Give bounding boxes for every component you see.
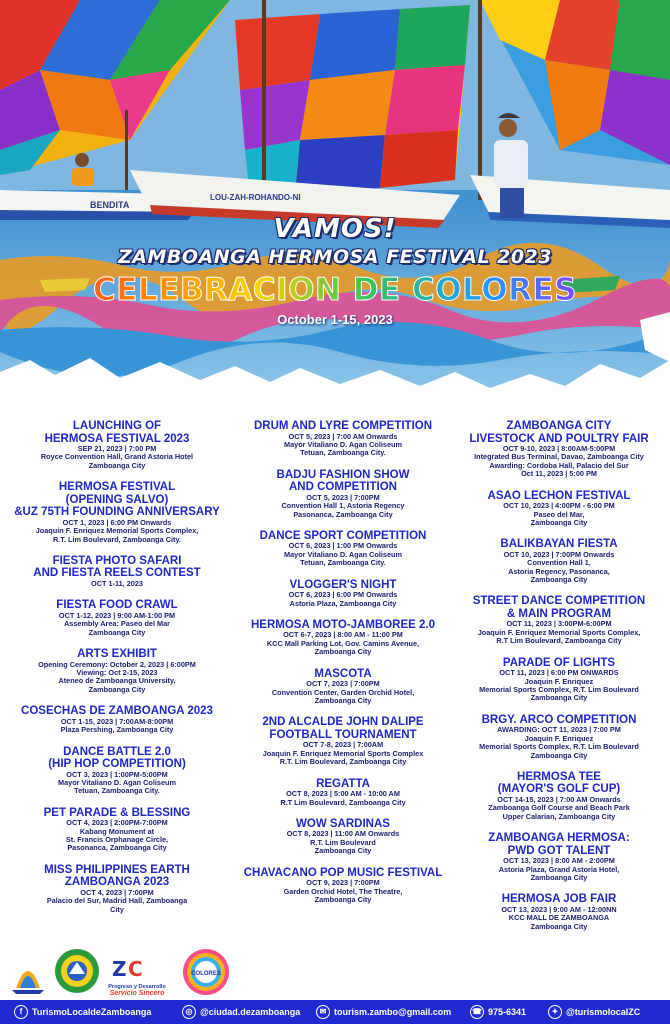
footer-twitter[interactable] [548, 1004, 640, 1020]
event-item [452, 595, 666, 645]
city-seal-logo [54, 948, 100, 994]
event-title: WOW SARDINAS [296, 817, 390, 830]
event-item [236, 469, 450, 519]
hermosa-badge-text: COLORES [191, 971, 221, 977]
event-item [236, 619, 450, 657]
event-item [452, 420, 666, 479]
event-detail: OCT 13, 2023 | 8:00 AM - 2:00PM Astoria Plaza, Grand Astoria Hotel, Zamboanga City [498, 856, 620, 882]
svg-text:Z: Z [112, 957, 127, 981]
event-title: PET PARADE & BLESSING [43, 806, 191, 819]
event-detail: OCT 4, 2023 | 2:00PM-7:00PM Kabang Monument at St. Francis Orphanage Circle, Pasonanca, Zamboanga City [65, 818, 169, 853]
event-detail: OCT 8, 2023 | 5:00 AM - 10:00 AM R.T Lim Boulevard, Zamboanga City [280, 789, 406, 807]
event-item [10, 555, 224, 588]
event-detail: OCT 7, 2023 | 7:00PM Convention Center, Garden Orchid Hotel, Zamboanga City [271, 679, 415, 705]
event-detail: OCT 6, 2023 | 6:00 PM Onwards Astoria Plaza, Zamboanga City [288, 590, 398, 608]
event-item [452, 893, 666, 931]
email-icon: ✉ [316, 1005, 330, 1019]
event-detail: OCT 1-15, 2023 | 7:00AM-8:00PM Plaza Pershing, Zamboanga City [60, 716, 174, 735]
event-detail: OCT 10, 2023 | 7:00PM Onwards Convention Hall 1, Astoria Regency, Pasonanca, Zamboanga City [503, 549, 615, 585]
event-item [452, 657, 666, 703]
event-title: BALIKBAYAN FIESTA [500, 538, 618, 551]
event-item [10, 420, 224, 470]
event-detail: OCT 5, 2023 | 7:00 AM Onwards Mayor Vitaliano D. Agan Coliseum Tetuan, Zamboanga City. [284, 431, 402, 458]
event-item [10, 864, 224, 914]
event-detail: OCT 1-11, 2023 [91, 578, 143, 588]
event-detail: OCT 13, 2023 | 9:00 AM - 12:00NN KCC MALL DE ZAMBOANGA Zamboanga City [501, 904, 617, 931]
hero-photo [0, 0, 670, 400]
contact-footer [0, 1000, 670, 1024]
event-title: HERMOSA JOB FAIR [501, 893, 617, 906]
event-detail: OCT 9, 2023 | 7:00PM Garden Orchid Hotel, The Theatre, Zamboanga City [283, 878, 403, 904]
tourism-logo [10, 948, 46, 996]
phone-icon: ☎ [470, 1005, 484, 1019]
phone-number[interactable]: 975-6341 [488, 1007, 527, 1017]
event-item [10, 746, 224, 796]
event-detail: OCT 5, 2023 | 7:00PM Convention Hall 1, Astoria Regency Pasonanca, Zamboanga City [281, 492, 405, 519]
event-detail: OCT 1, 2023 | 6:00 PM Onwards Joaquin F. Enriquez Memorial Sports Complex, R.T. Lim Boulevard, Zamboanga City. [35, 517, 199, 544]
email-address[interactable]: tourism.zambo@gmail.com [334, 1007, 452, 1017]
event-title: 2ND ALCALDE JOHN DALIPE FOOTBALL TOURNAMENT [262, 716, 424, 741]
event-title: STREET DANCE COMPETITION & MAIN PROGRAM [472, 595, 646, 620]
hero-banner [0, 0, 670, 400]
events-column-2 [236, 420, 450, 915]
event-detail: AWARDING: OCT 11, 2023 | 7:00 PM Joaquin F. Enriquez Memorial Sports Complex, R.T. Lim Boulevard Zamboanga City [479, 725, 639, 760]
event-item [10, 599, 224, 637]
twitter-handle[interactable]: @turismolocalZC [566, 1007, 641, 1017]
event-title: MISS PHILIPPINES EARTH ZAMBOANGA 2023 [44, 863, 190, 889]
events-schedule [0, 400, 670, 945]
event-title: FIESTA PHOTO SAFARI AND FIESTA REELS CONTEST [33, 554, 201, 580]
event-title: CHAVACANO POP MUSIC FESTIVAL [243, 866, 443, 879]
zc-tagline-line2: Servicio Sincero [109, 990, 165, 997]
event-detail: OCT 1-12, 2023 | 9:00 AM-1:00 PM Assembly Area: Paseo del Mar Zamboanga City [58, 610, 176, 637]
event-detail: OCT 6-7, 2023 | 8:00 AM - 11:00 PM KCC Mall Parking Lot, Gov. Camins Avenue, Zamboanga City [266, 630, 420, 657]
event-detail: OCT 4, 2023 | 7:00PM Palacio del Sur, Madrid Hall, Zamboanga City [46, 887, 188, 914]
event-title: HERMOSA MOTO-JAMBOREE 2.0 [250, 618, 436, 631]
festival-theme: CELEBRACION DE COLORES [0, 272, 670, 308]
event-detail: OCT 11, 2023 | 3:00PM-6:00PM Joaquin F. Enriquez Memorial Sports Complex, R.T Lim Boulevard, Zamboanga City [477, 619, 641, 646]
event-detail: OCT 8, 2023 | 11:00 AM Onwards R.T. Lim Boulevard Zamboanga City [286, 829, 400, 856]
event-item [236, 530, 450, 568]
event-title: DANCE BATTLE 2.0 (HIP HOP COMPETITION) [48, 745, 186, 770]
footer-phone[interactable] [470, 1004, 526, 1020]
event-title: HERMOSA FESTIVAL (OPENING SALVO) &UZ 75TH FOUNDING ANNIVERSARY [14, 481, 220, 519]
event-item [10, 481, 224, 544]
vamos-heading: VAMOS! [273, 214, 397, 244]
event-detail: Opening Ceremony: October 2, 2023 | 6:00PM Viewing: Oct 2-15, 2023 Ateneo de Zamboanga University, Zamboanga City [38, 659, 196, 694]
event-title: ASAO LECHON FESTIVAL [487, 489, 631, 502]
instagram-handle[interactable]: @ciudad.dezamboanga [200, 1007, 301, 1017]
event-title: ZAMBOANGA HERMOSA: PWD GOT TALENT [488, 832, 630, 857]
event-title: MASCOTA [314, 667, 372, 680]
hero-title-block [0, 214, 670, 327]
event-item [10, 648, 224, 694]
event-item [452, 771, 666, 821]
event-item [452, 714, 666, 760]
event-item [236, 818, 450, 856]
event-detail: OCT 14-15, 2023 | 7:00 AM Onwards Zamboanga Golf Course and Beach Park Upper Calarian, Zamboanga City [488, 794, 630, 821]
event-detail: OCT 10, 2023 | 4:00PM - 6:00 PM Paseo del Mar, Zamboanga City [503, 501, 615, 527]
event-detail: OCT 7-8, 2023 | 7:00AM Joaquin F. Enriquez Memorial Sports Complex R.T. Lim Boulevard, Zamboanga City [262, 740, 424, 767]
event-title: HERMOSA TEE (MAYOR'S GOLF CUP) [497, 770, 621, 796]
event-title: ZAMBOANGA CITY LIVESTOCK AND POULTRY FAIR [469, 420, 649, 445]
event-title: PARADE OF LIGHTS [502, 656, 616, 669]
event-title: REGATTA [316, 777, 370, 790]
sponsor-logos [10, 948, 250, 1000]
twitter-icon: ✦ [548, 1005, 562, 1019]
event-title: ARTS EXHIBIT [77, 648, 157, 661]
event-item [236, 778, 450, 807]
event-title: DANCE SPORT COMPETITION [259, 529, 427, 542]
event-title: BADJU FASHION SHOW AND COMPETITION [276, 468, 410, 494]
events-column-3 [452, 420, 666, 942]
footer-instagram[interactable] [182, 1004, 300, 1020]
event-detail: OCT 11, 2023 | 6:00 PM ONWARDS Joaquin F. Enriquez Memorial Sports Complex, R.T. Lim Boulevard Zamboanga City [479, 668, 639, 703]
festival-dates: October 1-15, 2023 [277, 312, 393, 327]
event-detail: OCT 9-10, 2023 | 8:00AM-5:00PM Integrated Bus Terminal, Davao, Zamboanga City Awarding: Cordoba Hall, Palacio del Sur Oct 11, 2023 | 5:00 PM [474, 444, 644, 479]
zc-tagline-line1: Progreso y Desarrollo [108, 984, 166, 990]
event-detail: SEP 21, 2023 | 7:00 PM Royce Convention Hall, Grand Astoria Hotel Zamboanga City [40, 444, 194, 470]
event-item [10, 705, 224, 734]
boat-name-left: BENDITA [90, 200, 130, 210]
event-item [236, 420, 450, 458]
svg-text:C: C [128, 957, 143, 981]
event-title: LAUNCHING OF HERMOSA FESTIVAL 2023 [44, 420, 190, 445]
event-title: COSECHAS DE ZAMBOANGA 2023 [21, 705, 213, 718]
instagram-icon: ◎ [182, 1005, 196, 1019]
hermosa-festival-badge [182, 948, 230, 996]
event-title: DRUM AND LYRE COMPETITION [253, 420, 433, 432]
event-item [452, 538, 666, 584]
footer-facebook[interactable] [14, 1004, 151, 1020]
event-item [10, 807, 224, 853]
event-detail: OCT 6, 2023 | 1:00 PM Onwards Mayor Vitaliano D. Agan Coliseum Tetuan, Zamboanga City. [284, 541, 402, 568]
event-item [452, 490, 666, 528]
event-item [236, 716, 450, 766]
sail-center [235, 5, 470, 200]
event-item [452, 832, 666, 882]
footer-email[interactable] [316, 1004, 451, 1020]
event-title: VLOGGER'S NIGHT [289, 578, 397, 591]
facebook-handle[interactable]: TurismoLocaldeZamboanga [32, 1007, 152, 1017]
event-title: BRGY. ARCO COMPETITION [481, 713, 637, 726]
boat-name-center: LOU-ZAH-ROHANDO-NI [210, 193, 301, 202]
festival-name: ZAMBOANGA HERMOSA FESTIVAL 2023 [117, 246, 552, 268]
facebook-icon: f [14, 1005, 28, 1019]
event-item [236, 668, 450, 706]
events-column-1 [10, 420, 224, 925]
zc-tagline [106, 984, 168, 997]
event-item [236, 579, 450, 608]
event-title: FIESTA FOOD CRAWL [56, 599, 178, 612]
event-item [236, 867, 450, 905]
event-detail: OCT 3, 2023 | 1:00PM-5:00PM Mayor Vitaliano D. Agan Coliseum Tetuan, Zamboanga City. [58, 769, 176, 796]
